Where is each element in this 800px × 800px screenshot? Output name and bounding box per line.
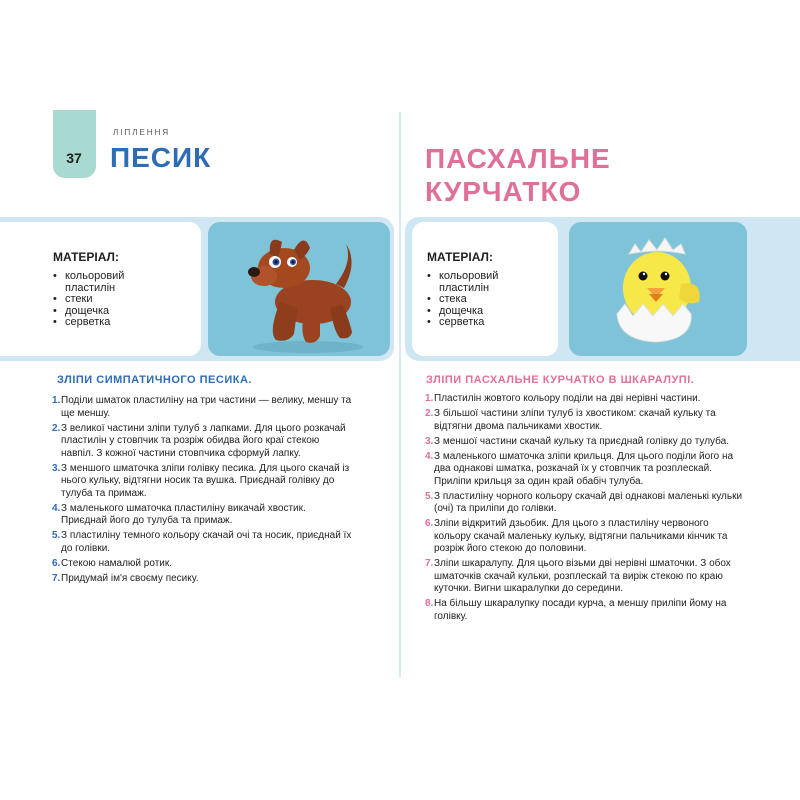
material-item: • стека: [427, 294, 537, 306]
page-number: 37: [66, 150, 82, 166]
steps-list-dog: [52, 395, 352, 588]
chick-illustration: [569, 222, 747, 356]
spine-divider: [399, 112, 401, 677]
step-item: [52, 573, 352, 586]
step-number: 2.: [425, 408, 434, 419]
section-label: ЛІПЛЕННЯ: [113, 128, 171, 137]
title-chick-line1: ПАСХАЛЬНЕ: [425, 143, 611, 174]
material-item: • дощечка: [53, 306, 173, 318]
step-text: Зліпи відкритий дзьобик. Для цього з пластиліну червоного кольору скачай маленьку кульку, відтягни пальчиками кінчик та розріж його стекою до половини.: [434, 518, 728, 554]
material-item: • серветка: [427, 317, 537, 329]
subheading-chick: ЗЛІПИ ПАСХАЛЬНЕ КУРЧАТКО В ШКАРАЛУПІ.: [426, 374, 695, 386]
step-text: З більшої частини зліпи тулуб із хвостиком: скачай кульку та відтягни двома пальчиками хвостик.: [434, 408, 716, 432]
step-number: 4.: [425, 450, 434, 462]
page-number-tab: [53, 110, 96, 178]
dog-photo: [208, 222, 390, 356]
step-text: З великої частини зліпи тулуб з лапками. Для цього розкачай пластилін у стовпчик та розріж обидва його краї стекою навпіл. З кожної частини стовпчика сформуй лапку.: [61, 422, 346, 459]
step-number: 6.: [52, 557, 61, 569]
step-number: 7.: [425, 558, 434, 569]
step-number: 3.: [52, 462, 61, 474]
step-number: 5.: [425, 490, 434, 502]
step-item: [425, 491, 745, 516]
step-text: З маленького шматочка зліпи крильця. Для цього поділи його на два однакові шматка, розкачай їх у стовпчик та розплескай. Приліпи крильця за один край обабіч тулуба.: [434, 450, 734, 487]
step-item: [52, 530, 352, 555]
material-item: • стеки: [53, 294, 173, 306]
materials-title-chick: МАТЕРІАЛ:: [427, 250, 493, 264]
step-text: З маленького шматочка пластиліну викачай хвостик. Приєднай його до тулуба та примаж.: [61, 502, 306, 526]
step-item: [52, 395, 352, 420]
step-item: [425, 558, 745, 596]
step-item: [425, 451, 745, 489]
step-text: Пластилін жовтого кольору поділи на дві нерівні частини.: [434, 393, 701, 404]
step-number: 6.: [425, 518, 434, 529]
materials-list-chick: [427, 271, 537, 329]
subheading-dog: ЗЛІПИ СИМПАТИЧНОГО ПЕСИКА.: [57, 374, 252, 386]
material-item: • серветка: [53, 317, 173, 329]
step-number: 7.: [52, 572, 61, 584]
title-chick: [425, 142, 611, 208]
step-item: [52, 463, 352, 501]
step-number: 1.: [52, 395, 61, 406]
step-item: [425, 518, 745, 556]
step-text: З меншого шматочка зліпи голівку песика. Для цього скачай із нього кульку, відтягни носик та вушка. Приєднай голівку до тулуба та примаж.: [61, 462, 350, 499]
title-dog: ПЕСИК: [110, 142, 212, 173]
material-item: • дощечка: [427, 306, 537, 318]
material-item: • кольоровий пластилін: [53, 271, 173, 294]
materials-title-dog: МАТЕРІАЛ:: [53, 250, 119, 264]
step-number: 1.: [425, 393, 434, 404]
step-item: [425, 598, 745, 623]
steps-list-chick: [425, 393, 745, 626]
step-text: Зліпи шкаралупу. Для цього візьми дві нерівні шматочки. З обох шматочків скачай кульки, розплескай та виріж стекою по краю куточки. Вигни шкаралупки до середини.: [434, 558, 731, 594]
step-item: [425, 393, 745, 406]
step-text: З меншої частини скачай кульку та приєднай голівку до тулуба.: [434, 435, 729, 447]
step-text: Поділи шматок пластиліну на три частини — велику, меншу та ще меншу.: [61, 395, 352, 419]
material-item: • кольоровий пластилін: [427, 271, 537, 294]
step-text: Стекою намалюй ротик.: [61, 557, 173, 569]
step-number: 3.: [425, 435, 434, 447]
step-item: [52, 503, 352, 528]
dog-illustration: [208, 222, 390, 356]
step-number: 2.: [52, 422, 61, 434]
step-number: 4.: [52, 502, 61, 514]
step-text: З пластиліну чорного кольору скачай дві однакові маленькі кульки (очі) та приліпи до голівки.: [434, 490, 743, 514]
step-text: З пластиліну темного кольору скачай очі та носик, приєднай їх до голівки.: [61, 530, 352, 554]
step-item: [425, 408, 745, 433]
step-item: [52, 558, 352, 571]
step-number: 8.: [425, 598, 434, 609]
title-chick-line2: КУРЧАТКО: [425, 176, 582, 207]
step-item: [52, 423, 352, 461]
chick-photo: [569, 222, 747, 356]
step-item: [425, 436, 745, 449]
step-text: Придумай ім'я своєму песику.: [61, 572, 199, 584]
step-text: На більшу шкаралупку посади курча, а меншу приліпи йому на голівку.: [434, 598, 727, 622]
step-number: 5.: [52, 530, 61, 541]
materials-list-dog: [53, 271, 173, 329]
